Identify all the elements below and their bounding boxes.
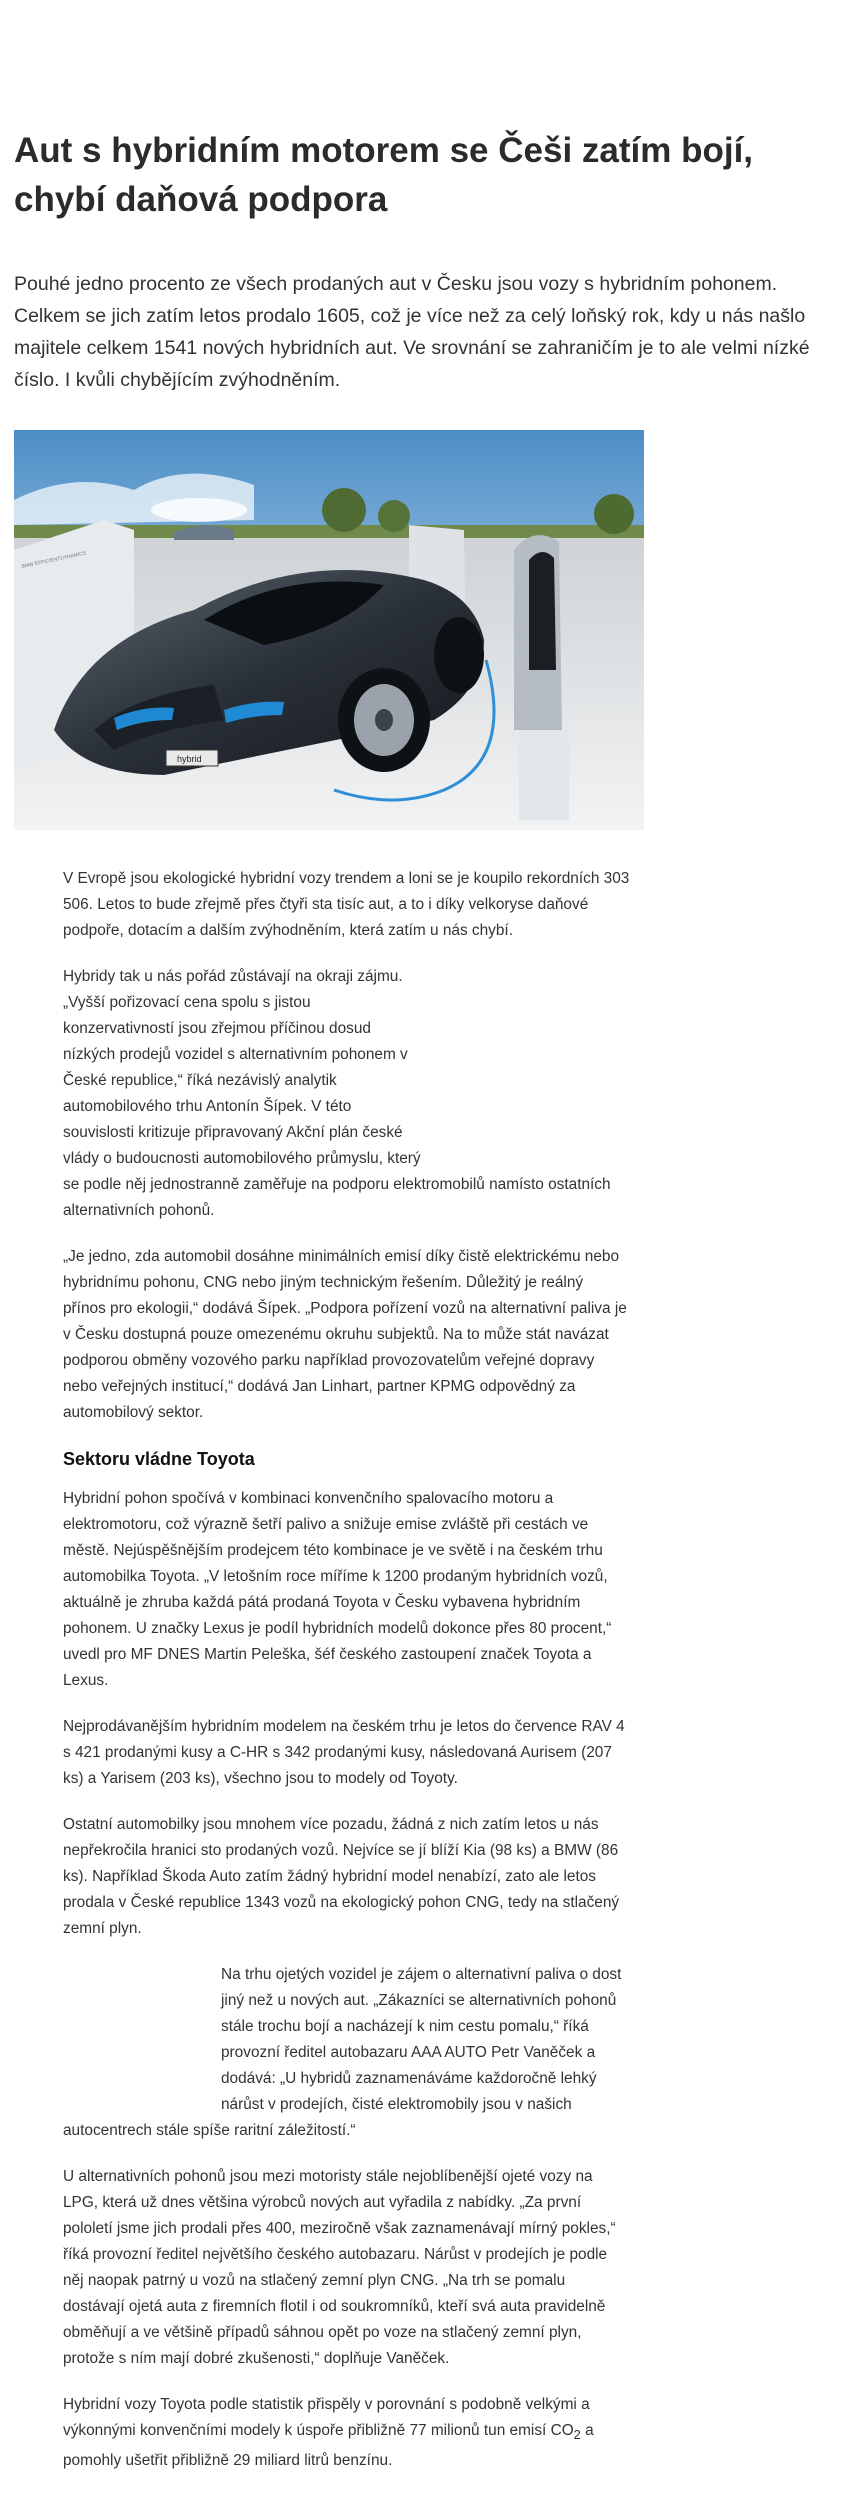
co2-subscript: 2 [573,2427,581,2443]
section-heading: Sektoru vládne Toyota [63,1449,255,1469]
article-paragraph: Ostatní automobilky jsou mnohem více pozadu, žádná z nich zatím letos u nás nepřekročila hranici sto prodaných vozů. Nejvíce se jí blíží Kia (98 ks) a BMW (86 ks). Například Škoda Auto zatím žádný hybridní model nenabízí, zato ale letos prodala v České republice 1343 vozů na ekologický pohon CNG, tedy na stlačený zemní plyn. [63,1816,620,1937]
inline-embed-placeholder [63,1962,221,2110]
article-title: Aut s hybridním motorem se Češi zatím bojí, chybí daňová podpora [14,131,754,219]
last-paragraph-text: Hybridní vozy Toyota podle statistik přispěly v porovnání s podobně velkými a výkonnými konvenčními modely k úspoře přibližně 77 milionů tun emisí CO [63,2396,590,2439]
article-paragraph: „Je jedno, zda automobil dosáhne minimálních emisí díky čistě elektrickému nebo hybridnímu pohonu, CNG nebo jiným technickým řešením. Důležitý je reálný přínos pro ekologii,“ dodává Šípek. „Podpora pořízení vozů na alternativní paliva je v Česku dostupná pouze omezenému okruhu subjektů. Na to může stát navázat podporou obměny vozového parku například provozovatelům veřejné dopravy nebo veřejných institucí,“ dodává Jan Linhart, partner KPMG odpovědný za automobilový sektor. [63,1248,627,1421]
article-paragraph: Hybridní pohon spočívá v kombinaci konvenčního spalovacího motoru a elektromotoru, což výrazně šetří palivo a snižuje emise zvláště při cestách ve městě. Nejúspěšnějším prodejcem této kombinace je ve světě i na českém trhu automobilka Toyota. „V letošním roce míříme k 1200 prodaným hybridních vozů, aktuálně je zhruba každá pátá prodaná Toyota v Česku vybavena hybridním pohonem. U značky Lexus je podíl hybridních modelů dokonce přes 80 procent,“ uvedl pro MF DNES Martin Peleška, šéf českého zastoupení značek Toyota a Lexus. [63,1490,612,1689]
article-paragraph: U alternativních pohonů jsou mezi motoristy stále nejoblíbenější ojeté vozy na LPG, která už dnes většina výrobců nových aut vyřadila z nabídky. „Za první pololetí jsme jich prodali přes 400, meziročně však zaznamenávají mírný pokles,“ říká provozní ředitel největšího českého autobazaru. Nárůst v prodejích je podle něj naopak patrný u vozů na stlačený zemní plyn CNG. „Na trh se pomalu dostávají ojetá auta z firemních flotil i od soukromníků, kteří svá auta pravidelně obměňují a ve většině případů sáhnou opět po voze na stlačený zemní plyn, protože s ním mají dobré zkušenosti,“ doplňuje Vaněček. [63,2168,616,2367]
article-body [63,866,630,2494]
article-paragraph: Na trhu ojetých vozidel je zájem o alternativní paliva o dost jiný než u nových aut. „Zákazníci se alternativních pohonů stále trochu bojí a nacházejí k nim cestu pomalu,“ říká provozní ředitel autobazaru AAA AUTO Petr Vaněček a dodává: „U hybridů zaznamenáváme každoročně lehký nárůst v prodejích, čisté elektromobily jsou v našich autocentrech stále spíše raritní záležitostí.“ [63,1966,622,2139]
article-perex: Pouhé jedno procento ze všech prodaných aut v Česku jsou vozy s hybridním pohonem. Celkem se jich zatím letos prodalo 1605, což je více než za celý loňský rok, kdy u nás našlo majitele celkem 1541 nových hybridních aut. Ve srovnání se zahraničím je to ale velmi nízké číslo. I kvůli chybějícím zvýhodněním. [14,273,810,391]
article-paragraph: Hybridy tak u nás pořád zůstávají na okraji zájmu. „Vyšší pořizovací cena spolu s jistou konzervativností jsou zřejmou příčinou dosud nízkých prodejů vozidel s alternativním pohonem v České republice,“ říká nezávislý analytik automobilového trhu Antonín Šípek. V této souvislosti kritizuje připravovaný Akční plán české vlády o budoucnosti automobilového průmyslu, který se podle něj jednostranně zaměřuje na podporu elektromobilů namísto ostatních alternativních pohonů. [63,968,611,1219]
last-paragraph-end: a pomohly ušetřit přibližně 29 miliard litrů benzínu. [63,2422,594,2470]
article-photo [14,430,644,830]
article-paragraph-last [63,2392,630,2474]
plate-text: hybrid [177,754,202,764]
article-paragraph: Nejprodávanějším hybridním modelem na českém trhu je letos do července RAV 4 s 421 prodanými kusy a C-HR s 342 prodanými kusy, následovaná Aurisem (207 ks) a Yarisem (203 ks), všechno jsou to modely od Toyoty. [63,1718,625,1787]
article-paragraph: V Evropě jsou ekologické hybridní vozy trendem a loni se je koupilo rekordních 303 506. Letos to bude zřejmě přes čtyři sta tisíc aut, a to i díky velkoryse daňové podpoře, dotacím a dalším zvýhodněním, která zatím u nás chybí. [63,870,630,939]
sign-text: BMW EFFICIENTDYNAMICS [21,550,87,570]
